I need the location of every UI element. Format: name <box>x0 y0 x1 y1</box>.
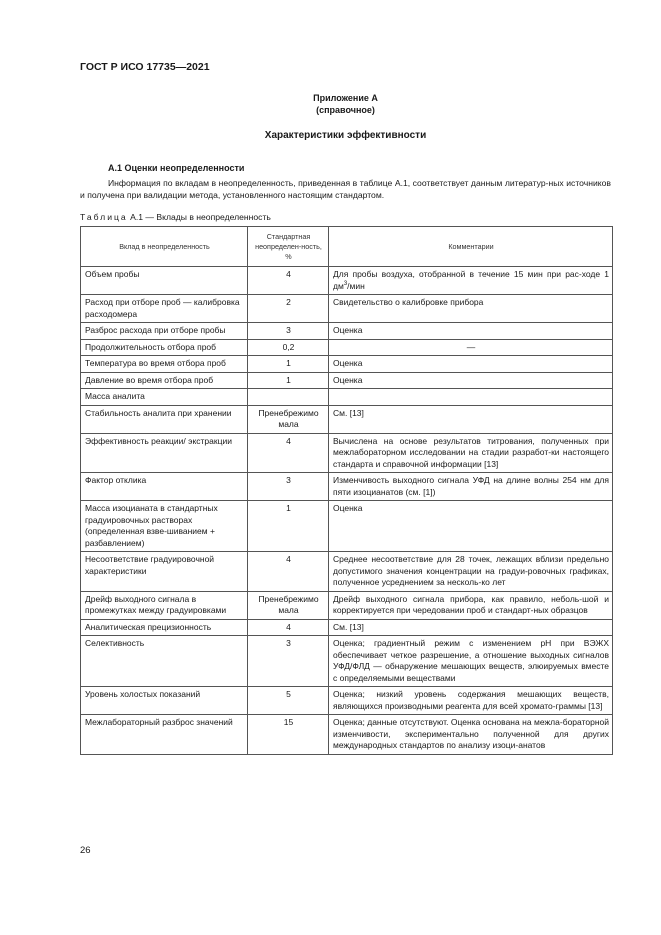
cell-uncertainty: 1 <box>248 356 329 373</box>
appendix-heading <box>80 92 611 116</box>
table-row <box>81 591 613 619</box>
table-row <box>81 619 613 636</box>
table-header-row <box>81 227 613 267</box>
cell-comment: Оценка; низкий уровень содержания мешающих веществ, являющихся производными реагента для всей хромато-граммы [13] <box>329 687 613 715</box>
cell-contribution: Межлабораторный разброс значений <box>81 715 248 755</box>
cell-contribution: Стабильность аналита при хранении <box>81 405 248 433</box>
cell-uncertainty: 4 <box>248 619 329 636</box>
comment-tail: /мин <box>347 280 365 291</box>
cell-contribution: Эффективность реакции/ экстракции <box>81 433 248 473</box>
document-header: ГОСТ Р ИСО 17735—2021 <box>80 61 210 73</box>
table-row <box>81 295 613 323</box>
cell-comment: Оценка <box>329 501 613 552</box>
cell-comment: Изменчивость выходного сигнала УФД на длине волны 254 нм для пяти изоцианатов (см. [1]) <box>329 473 613 501</box>
table-row <box>81 715 613 755</box>
cell-contribution: Фактор отклика <box>81 473 248 501</box>
cell-contribution: Несоответствие градуировочной характеристики <box>81 552 248 592</box>
cell-contribution: Селективность <box>81 636 248 687</box>
table-row <box>81 501 613 552</box>
cell-uncertainty: Пренебрежимо мала <box>248 405 329 433</box>
cell-comment: Вычислена на основе результатов титрования, полученных при межлабораторном исследовании на стадии разработ-ки настоящего стандарта и справочной информации [13] <box>329 433 613 473</box>
cell-comment <box>329 267 613 295</box>
page-number: 26 <box>80 845 91 856</box>
comment-text: Для пробы воздуха, отобранной в течение 15 мин при рас-ходе 1 дм <box>333 269 609 291</box>
cell-uncertainty: 1 <box>248 372 329 389</box>
uncertainty-table <box>80 226 613 755</box>
header-contribution: Вклад в неопределенность <box>81 227 248 267</box>
table-row <box>81 267 613 295</box>
cell-uncertainty: 4 <box>248 552 329 592</box>
cell-uncertainty: 2 <box>248 295 329 323</box>
cell-comment: Среднее несоответствие для 28 точек, лежащих вблизи предельно допустимого значения концентрации на градуи-ровочных графиках, полученное усреднением за несколь-ко лет <box>329 552 613 592</box>
cell-comment: См. [13] <box>329 619 613 636</box>
cell-uncertainty: 4 <box>248 267 329 295</box>
table-row <box>81 323 613 340</box>
table-row <box>81 473 613 501</box>
cell-contribution: Расход при отборе проб — калибровка расходомера <box>81 295 248 323</box>
table-row <box>81 356 613 373</box>
cell-uncertainty: 5 <box>248 687 329 715</box>
cell-uncertainty: 0,2 <box>248 339 329 356</box>
cell-contribution: Объем пробы <box>81 267 248 295</box>
cell-comment: Свидетельство о калибровке прибора <box>329 295 613 323</box>
table-row <box>81 372 613 389</box>
table-caption <box>80 212 271 222</box>
table-caption-text: А.1 — Вклады в неопределенность <box>130 212 271 222</box>
table-row <box>81 552 613 592</box>
cell-contribution: Аналитическая прецизионность <box>81 619 248 636</box>
subsection-title: А.1 Оценки неопределенности <box>108 163 245 173</box>
cell-contribution: Давление во время отбора проб <box>81 372 248 389</box>
appendix-title: Приложение А <box>313 93 378 103</box>
intro-text: Информация по вкладам в неопределенность, приведенная в таблице А.1, соответствует данным литератур-ных источников и получена при валидации метода, установленного настоящим стандартом. <box>80 178 611 200</box>
table-row <box>81 433 613 473</box>
cell-comment: Оценка <box>329 372 613 389</box>
cell-uncertainty: 3 <box>248 636 329 687</box>
cell-comment: Оценка; градиентный режим с изменением pH при ВЭЖХ обеспечивает четкое разрешение, а отношение выходных сигналов УФД/ФЛД — обнаружение мешающих веществ, элюируемых вместе с определяемыми веществами <box>329 636 613 687</box>
cell-uncertainty: 3 <box>248 473 329 501</box>
cell-comment: Дрейф выходного сигнала прибора, как правило, неболь-шой и корректируется при чередовании проб и стандарт-ных образцов <box>329 591 613 619</box>
table-row <box>81 339 613 356</box>
cell-contribution: Масса изоцианата в стандартных градуировочных растворах (определенная взве-шиванием + разбавлением) <box>81 501 248 552</box>
cell-uncertainty: 15 <box>248 715 329 755</box>
cell-comment: Оценка <box>329 323 613 340</box>
cell-uncertainty: 3 <box>248 323 329 340</box>
table-row <box>81 389 613 406</box>
comment-superscript: 3 <box>343 280 348 287</box>
cell-comment: — <box>329 339 613 356</box>
table-body <box>81 267 613 755</box>
intro-paragraph <box>80 177 611 201</box>
appendix-type: (справочное) <box>316 105 375 115</box>
cell-uncertainty: 4 <box>248 433 329 473</box>
cell-contribution: Продолжительность отбора проб <box>81 339 248 356</box>
cell-contribution: Температура во время отбора проб <box>81 356 248 373</box>
table-row <box>81 405 613 433</box>
cell-uncertainty: Пренебрежимо мала <box>248 591 329 619</box>
table-row <box>81 687 613 715</box>
cell-comment: Оценка; данные отсутствуют. Оценка основана на межла-бораторной изменчивости, экспериментально полученной для других международных стандартов по анализу изоци-анатов <box>329 715 613 755</box>
cell-contribution: Дрейф выходного сигнала в промежутках между градуировками <box>81 591 248 619</box>
header-uncertainty: Стандартная неопределен-ность, % <box>248 227 329 267</box>
cell-contribution: Масса аналита <box>81 389 248 406</box>
cell-comment: См. [13] <box>329 405 613 433</box>
header-comments: Комментарии <box>329 227 613 267</box>
cell-uncertainty: 1 <box>248 501 329 552</box>
table-caption-label: Таблица <box>80 212 128 222</box>
cell-comment: Оценка <box>329 356 613 373</box>
cell-contribution: Разброс расхода при отборе пробы <box>81 323 248 340</box>
cell-contribution: Уровень холостых показаний <box>81 687 248 715</box>
table-row <box>81 636 613 687</box>
cell-uncertainty <box>248 389 329 406</box>
section-title: Характеристики эффективности <box>264 130 427 141</box>
cell-comment <box>329 389 613 406</box>
